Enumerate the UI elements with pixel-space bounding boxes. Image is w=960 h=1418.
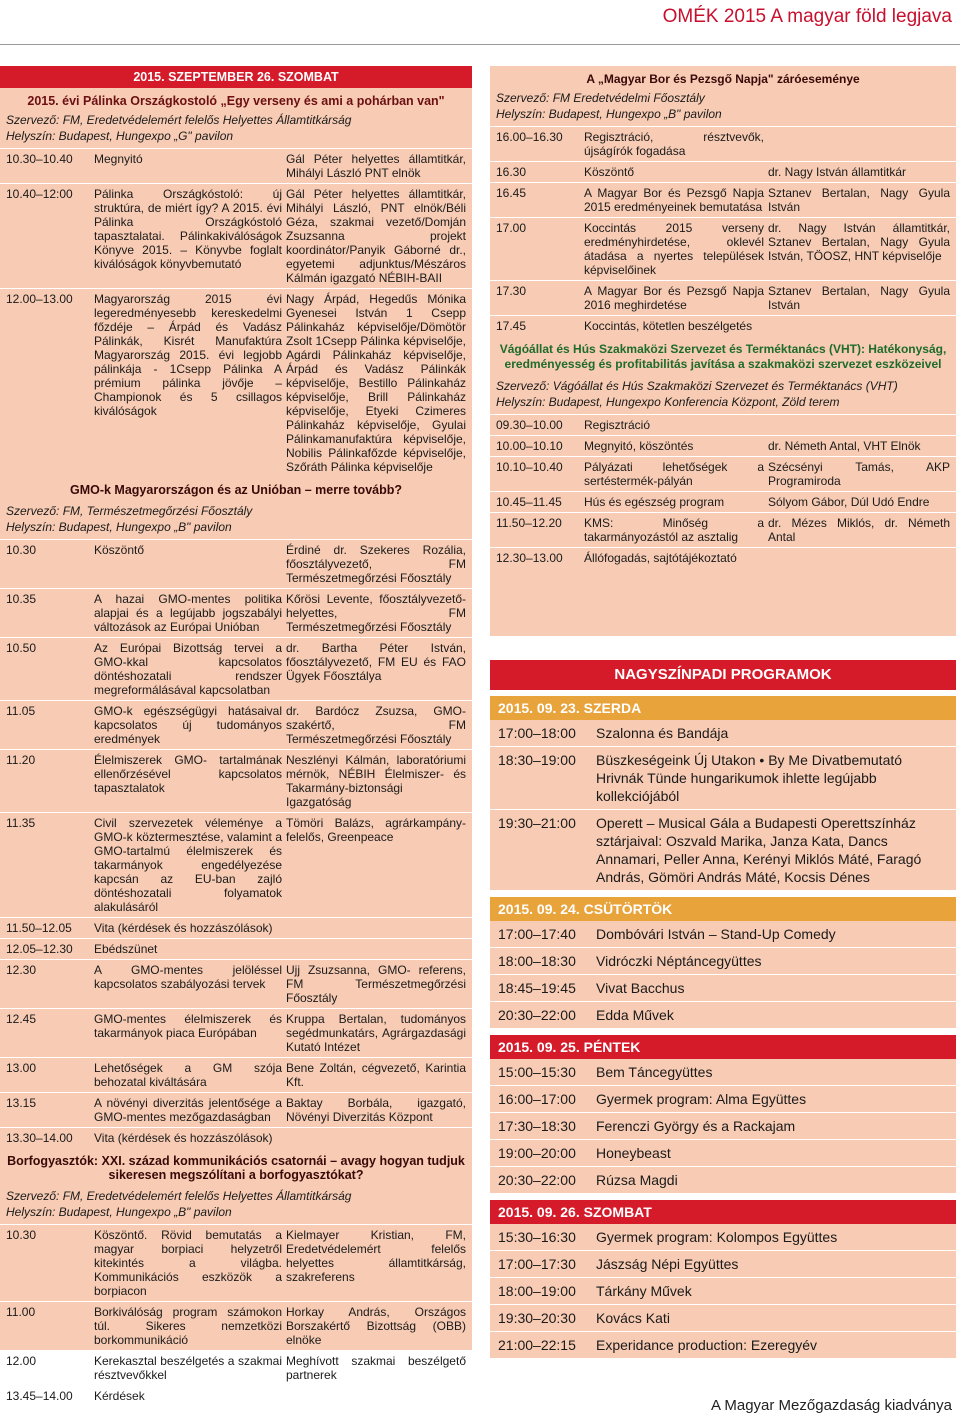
gmo-organizer: Szervező: FM, Természetmegőrzési Főosztály [6, 504, 253, 518]
topic-cell: A Magyar Bor és Pezsgő Napja 2015 eredményeinek bemutatása [584, 186, 764, 214]
presenter-cell [768, 551, 956, 565]
wine-day-organizer: Szervező: FM Eredetvédelmi Főosztály [496, 91, 705, 105]
time-cell: 09.30–10.00 [496, 418, 563, 432]
topic-cell: A GMO-mentes jelöléssel kapcsolatos szabályozási tervek [94, 963, 282, 991]
wine-row [0, 1301, 472, 1350]
time-cell: 11.20 [6, 753, 36, 767]
stage-event [490, 921, 956, 948]
gmo-row [0, 959, 472, 1008]
presenter-cell: dr. Nagy István államtitkár [768, 165, 907, 179]
presenter-cell: Kőrösi Levente, főosztályvezető-helyettes, FM Természetmegőrzési Főosztály [286, 592, 466, 634]
stage-event [490, 1086, 956, 1113]
event-time: 15:00–15:30 [498, 1064, 576, 1080]
presenter-cell [286, 1389, 472, 1403]
stage-event [490, 1224, 956, 1251]
topic-cell: Magyarország 2015 évi legeredményesebb kereskedelmi főzdéje – Árpád és Vadász Pálinkák, Kisrét Manufaktúra Magyarország 2015. évi legjobb pálinkája - 1Csepp Pálinka A prémium pálinka jövője – Championok és 5 csillagos kiválóságok [94, 292, 282, 418]
time-cell: 10.00–10.10 [496, 439, 563, 453]
topic-cell: Hús és egészség program [584, 495, 725, 509]
stage-event [490, 720, 956, 747]
wine-organizer: Szervező: FM, Eredetvédelemért felelős Helyettes Államtitkárság [6, 1189, 352, 1203]
right-program-column [490, 66, 956, 636]
palinka-organizer: Szervező: FM, Eredetvédelemért felelős Helyettes Államtitkárság [6, 113, 352, 127]
stage-event [490, 1278, 956, 1305]
topic-cell: Köszöntő [94, 543, 145, 557]
gmo-schedule [0, 539, 472, 1148]
event-time: 20:30–22:00 [498, 1172, 576, 1188]
time-cell: 13.00 [6, 1061, 37, 1075]
time-cell: 10.30–10.40 [6, 152, 73, 166]
day-event-list [490, 720, 956, 891]
wine-day-row [490, 161, 956, 182]
event-name: Edda Művek [596, 1007, 674, 1023]
gmo-row [0, 917, 472, 938]
topic-cell: Ebédszünet [94, 942, 158, 956]
topic-cell: Civil szervezetek véleménye a GMO-k köztermesztése, valamint a GMO-tartalmú élelmiszerek és takarmányok engedélyezése kapcsán az EU-ban zajló döntéshozatali folyamatok alakulásáról [94, 816, 282, 914]
presenter-cell [768, 130, 956, 158]
gmo-row [0, 749, 472, 812]
vht-row [490, 456, 956, 491]
topic-cell: Megnyitó, köszöntés [584, 439, 694, 453]
vht-row [490, 491, 956, 512]
time-cell: 12.45 [6, 1012, 37, 1026]
palinka-row [0, 288, 472, 477]
wine-day-row [490, 217, 956, 280]
presenter-cell: dr. Bartha Péter István, főosztályvezető, FM EU és FAO Ügyek Főosztálya [286, 641, 466, 683]
wine-day-row [490, 280, 956, 315]
presenter-cell [286, 942, 472, 956]
topic-cell: KMS: Minőség a takarmányozástól az asztalig [584, 516, 764, 544]
stage-event [490, 1140, 956, 1167]
presenter-cell [286, 1131, 472, 1145]
vht-section-title: Vágóállat és Hús Szakmaközi Szervezet és Terméktanács (VHT): Hatékonyság, eredményesség és profitabilitás javítása a szakmaközi szervezet eszközeivel [499, 342, 947, 371]
publication-header: OMÉK 2015 A magyar föld legjava [662, 6, 952, 27]
vht-organizer: Szervező: Vágóállat és Hús Szakmaközi Szervezet és Terméktanács (VHT) [496, 379, 898, 393]
topic-cell: Vita (kérdések és hozzászólások) [94, 1131, 273, 1145]
topic-cell: GMO-mentes élelmiszerek és takarmányok piaca Európában [94, 1012, 282, 1040]
gmo-row [0, 588, 472, 637]
event-name: Experidance production: Ezeregyév [596, 1337, 818, 1353]
time-cell: 13.30–14.00 [6, 1131, 73, 1145]
event-name: Tárkány Művek [596, 1283, 692, 1299]
topic-cell: Regisztráció, résztvevők, újságírók fogadása [584, 130, 764, 158]
presenter-cell: Érdiné dr. Szekeres Rozália, főosztályvezető, FM Természetmegőrzési Főosztály [286, 543, 466, 585]
presenter-cell: Tömöri Balázs, agrárkampány-felelős, Greenpeace [286, 816, 466, 844]
gmo-row [0, 1092, 472, 1127]
presenter-cell: Sztanev Bertalan, Nagy Gyula István [768, 284, 950, 312]
presenter-cell: dr. Mézes Miklós, dr. Németh Antal [768, 516, 950, 544]
event-name: Vidróczki Néptáncegyüttes [596, 953, 762, 969]
stage-event [490, 948, 956, 975]
time-cell: 13.45–14.00 [6, 1389, 73, 1403]
topic-cell: A hazai GMO-mentes politika alapjai és a legújabb jogszabályi változások az Európai Unióban [94, 592, 282, 634]
time-cell: 12.00–13.00 [6, 292, 73, 306]
presenter-cell: Bene Zoltán, cégvezető, Karintia Kft. [286, 1061, 466, 1089]
wine-day-row [490, 182, 956, 217]
palinka-row [0, 148, 472, 183]
stage-event [490, 1305, 956, 1332]
presenter-cell: dr. Nagy István államtitkár, Sztanev Bertalan, Nagy Gyula István, TÖOSZ, HNT képviselője [768, 221, 950, 263]
stage-programs [490, 660, 956, 1359]
stage-event [490, 810, 956, 891]
time-cell: 10.40–12:00 [6, 187, 73, 201]
event-name: Dombóvári István – Stand-Up Comedy [596, 926, 836, 942]
event-time: 18:30–19:00 [498, 752, 576, 768]
presenter-cell: Sólyom Gábor, Dúl Udó Endre [768, 495, 930, 509]
presenter-cell: dr. Németh Antal, VHT Elnök [768, 439, 921, 453]
event-time: 21:00–22:15 [498, 1337, 576, 1353]
day-header: 2015. 09. 26. SZOMBAT [490, 1200, 956, 1224]
gmo-row [0, 1057, 472, 1092]
day-event-list [490, 1224, 956, 1359]
topic-cell: Vita (kérdések és hozzászólások) [94, 921, 273, 935]
publisher-footer: A Magyar Mezőgazdaság kiadványa [711, 1397, 952, 1414]
time-cell: 10.30 [6, 1228, 37, 1242]
day-header: 2015. 09. 24. CSÜTÖRTÖK [490, 897, 956, 921]
event-name: Büszkeségeink Új Utakon • By Me Divatbemutató Hrivnák Tünde hungarikumok ihlette legújabb kollekciójából [596, 752, 903, 804]
topic-cell: Kerekasztal beszélgetés a szakmai résztvevőkkel [94, 1354, 282, 1382]
wine-row [0, 1224, 472, 1301]
time-cell: 12.00 [6, 1354, 37, 1368]
event-name: Gyermek program: Alma Együttes [596, 1091, 807, 1107]
time-cell: 16.45 [496, 186, 527, 200]
event-time: 20:30–22:00 [498, 1007, 576, 1023]
stage-event [490, 1002, 956, 1029]
presenter-cell: Kruppa Bertalan, tudományos segédmunkatárs, Agrárgazdasági Kutató Intézet [286, 1012, 466, 1054]
vht-schedule [490, 414, 956, 568]
time-cell: 12.05–12.30 [6, 942, 73, 956]
time-cell: 13.15 [6, 1096, 37, 1110]
header-rule [0, 44, 960, 45]
event-name: Kovács Kati [596, 1310, 670, 1326]
event-time: 18:00–19:00 [498, 1283, 576, 1299]
stage-event [490, 1251, 956, 1278]
date-bar: 2015. SZEPTEMBER 26. SZOMBAT [0, 66, 472, 88]
time-cell: 12.30–13.00 [496, 551, 563, 565]
day-header: 2015. 09. 25. PÉNTEK [490, 1035, 956, 1059]
time-cell: 11.50–12.20 [496, 516, 562, 530]
event-name: Rúzsa Magdi [596, 1172, 678, 1188]
topic-cell: Köszöntő [584, 165, 635, 179]
gmo-section-title: GMO-k Magyarországon és az Unióban – merre tovább? [69, 483, 403, 497]
day-event-list [490, 1059, 956, 1194]
topic-cell: A növényi diverzitás jelentősége a GMO-mentes mezőgazdaságban [94, 1096, 282, 1124]
presenter-cell: Nagy Árpád, Hegedűs Mónika Gyenesei István 1 Csepp Pálinkaház képviselője/Dömötör Zsolt 1Csepp Pálinka képviselője, Agárdi Pálinkaház képviselője, Árpád és Vadász Pálinkák képviselője, Bestillo Pálinkaház képviselője, Brill Pálinkaház képviselője, Etyeki Czimeres Pálinkaház képviselője, Gyulai Pálinkamanufaktúra képviselője, Nobilis Pálinkafőzde képviselője, Szőráth Pálinka képviselője [286, 292, 466, 474]
wine-row [0, 1385, 472, 1406]
event-time: 19:00–20:00 [498, 1145, 576, 1161]
presenter-cell: Meghívott szakmai beszélgető partnerek [286, 1354, 466, 1382]
time-cell: 16.30 [496, 165, 527, 179]
event-time: 17:00–18:00 [498, 725, 576, 741]
event-time: 17:00–17:30 [498, 1256, 576, 1272]
presenter-cell [768, 319, 956, 333]
topic-cell: Borkiválóság program számokon túl. Sikeres nemzetközi borkommunikáció [94, 1305, 282, 1347]
presenter-cell [768, 418, 956, 432]
time-cell: 17.45 [496, 319, 527, 333]
presenter-cell: Baktay Borbála, igazgató, Növényi Diverzitás Központ [286, 1096, 466, 1124]
time-cell: 11.00 [6, 1305, 36, 1319]
topic-cell: A Magyar Bor és Pezsgő Napja 2016 meghirdetése [584, 284, 764, 312]
vht-row [490, 414, 956, 435]
event-name: Gyermek program: Kolompos Együttes [596, 1229, 838, 1245]
wine-row [0, 1350, 472, 1385]
topic-cell: Megnyitó [94, 152, 143, 166]
wine-day-title: A „Magyar Bor és Pezsgő Napja" záróeseménye [586, 72, 860, 86]
time-cell: 12.30 [6, 963, 37, 977]
stage-event [490, 975, 956, 1002]
gmo-row [0, 1008, 472, 1057]
presenter-cell: Neszlényi Kálmán, laboratóriumi mérnök, NÉBIH Élelmiszer- és Takarmány-biztonsági Igazgatóság [286, 753, 466, 809]
event-time: 19:30–20:30 [498, 1310, 576, 1326]
wine-day-venue: Helyszín: Budapest, Hungexpo „B" pavilon [496, 107, 722, 121]
wine-section-title: Borfogyasztók: XXI. század kommunikációs csatornái – avagy hogyan tudjuk sikeresen megszólítani a borfogyasztókat? [7, 1154, 465, 1182]
stage-event [490, 1059, 956, 1086]
time-cell: 10.50 [6, 641, 37, 655]
event-time: 17:30–18:30 [498, 1118, 576, 1134]
gmo-row [0, 637, 472, 700]
palinka-schedule [0, 148, 472, 477]
day-event-list [490, 921, 956, 1029]
presenter-cell: dr. Bardócz Zsuzsa, GMO-szakértő, FM Természetmegőrzési Főosztály [286, 704, 466, 746]
event-time: 17:00–17:40 [498, 926, 576, 942]
vht-row [490, 512, 956, 547]
event-name: Operett – Musical Gála a Budapesti Operettszínház sztárjaival: Oszvald Marika, Janza Kata, Dancs Annamari, Peller Anna, Kerényi Miklós Máté, Faragó András, Gömöri András Máté, Kocsis Dénes [596, 815, 922, 885]
event-time: 18:00–18:30 [498, 953, 576, 969]
gmo-row [0, 812, 472, 917]
wine-day-row [490, 315, 956, 336]
topic-cell: Kérdések [94, 1389, 145, 1403]
event-name: Ferenczi György és a Rackajam [596, 1118, 796, 1134]
topic-cell: Koccintás 2015 verseny eredményhirdetése, oklevél átadása a nyertes települések képviselőinek [584, 221, 764, 277]
wine-schedule [0, 1224, 472, 1406]
gmo-row [0, 938, 472, 959]
event-name: Honeybeast [596, 1145, 671, 1161]
event-name: Szalonna és Bandája [596, 725, 729, 741]
presenter-cell: Gál Péter helyettes államtitkár, Mihályi László PNT elnök [286, 152, 466, 180]
presenter-cell: Ujj Zsuzsanna, GMO- referens, FM Természetmegőrzési Főosztály [286, 963, 466, 1005]
stage-event [490, 1332, 956, 1359]
time-cell: 10.10–10.40 [496, 460, 563, 474]
topic-cell: Lehetőségek a GM szója behozatal kiváltására [94, 1061, 282, 1089]
event-time: 15:30–16:30 [498, 1229, 576, 1245]
presenter-cell: Sztanev Bertalan, Nagy Gyula István [768, 186, 950, 214]
event-name: Bem Táncegyüttes [596, 1064, 713, 1080]
time-cell: 10.45–11.45 [496, 495, 562, 509]
palinka-venue: Helyszín: Budapest, Hungexpo „G" pavilon [6, 129, 234, 143]
presenter-cell: Gál Péter helyettes államtitkár, Mihályi László, PNT elnök/Béli Géza, szakmai vezető/Domján Zsuzsanna projekt koordinátor/Panyik Gáborné dr., egyetemi adjunktus/Mészáros Kálmán igazgató NÉBIH-BAII [286, 187, 466, 285]
gmo-row [0, 1127, 472, 1148]
palinka-row [0, 183, 472, 288]
time-cell: 11.35 [6, 816, 36, 830]
palinka-section-title: 2015. évi Pálinka Országkostoló „Egy verseny és ami a pohárban van" [27, 94, 445, 108]
time-cell: 17.00 [496, 221, 527, 235]
topic-cell: Regisztráció [584, 418, 651, 432]
time-cell: 11.05 [6, 704, 36, 718]
day-header: 2015. 09. 23. SZERDA [490, 696, 956, 720]
presenter-cell [286, 921, 472, 935]
topic-cell: Koccintás, kötetlen beszélgetés [584, 319, 753, 333]
time-cell: 10.35 [6, 592, 37, 606]
time-cell: 10.30 [6, 543, 37, 557]
vht-venue: Helyszín: Budapest, Hungexpo Konferencia Központ, Zöld terem [496, 395, 840, 409]
gmo-row [0, 700, 472, 749]
wine-day-row [490, 126, 956, 161]
stage-programs-title: NAGYSZÍNPADI PROGRAMOK [490, 660, 956, 690]
topic-cell: GMO-k egészségügyi hatásaival kapcsolatos új tudományos eredmények [94, 704, 282, 746]
gmo-venue: Helyszín: Budapest, Hungexpo „B" pavilon [6, 520, 232, 534]
wine-day-schedule [490, 126, 956, 336]
vht-row [490, 435, 956, 456]
event-name: Vivat Bacchus [596, 980, 685, 996]
stage-days [490, 696, 956, 1359]
topic-cell: Pálinka Országkóstoló: új struktúra, de miért így? A 2015. évi Pálinka Országkóstoló tapasztalatai. Pálinkakiválóságok Könyve 2015. – Könyvbe foglalt kiválóságok könyvbemutató [94, 187, 282, 271]
topic-cell: Köszöntő. Rövid bemutatás a magyar borpiaci helyzetről kitekintés a világba. Kommunikációs eszközök a borpiacon [94, 1228, 282, 1298]
presenter-cell: Horkay András, Országos Borszakértő Bizottság (OBB) elnöke [286, 1305, 466, 1347]
event-name: Jászság Népi Együttes [596, 1256, 739, 1272]
time-cell: 11.50–12.05 [6, 921, 72, 935]
stage-event [490, 747, 956, 810]
presenter-cell: Szécsényi Tamás, AKP Programiroda [768, 460, 950, 488]
time-cell: 16.00–16.30 [496, 130, 563, 144]
topic-cell: Állófogadás, sajtótájékoztató [584, 551, 737, 565]
left-program-column [0, 66, 472, 1403]
event-time: 18:45–19:45 [498, 980, 576, 996]
stage-event [490, 1113, 956, 1140]
event-time: 19:30–21:00 [498, 815, 576, 831]
gmo-row [0, 539, 472, 588]
time-cell: 17.30 [496, 284, 527, 298]
stage-event [490, 1167, 956, 1194]
topic-cell: Pályázati lehetőségek a sertéstermék-pályán [584, 460, 764, 488]
presenter-cell: Kielmayer Kristian, FM, Eredetvédelemért felelős helyettes államtitkárság, szakreferens [286, 1228, 466, 1284]
topic-cell: Élelmiszerek GMO- tartalmának ellenőrzésével kapcsolatos tapasztalatok [94, 753, 282, 795]
vht-row [490, 547, 956, 568]
topic-cell: Az Európai Bizottság tervei a GMO-kkal kapcsolatos döntéshozatali rendszer megreformálásával kapcsolatban [94, 641, 282, 697]
wine-venue: Helyszín: Budapest, Hungexpo „B" pavilon [6, 1205, 232, 1219]
event-time: 16:00–17:00 [498, 1091, 576, 1107]
